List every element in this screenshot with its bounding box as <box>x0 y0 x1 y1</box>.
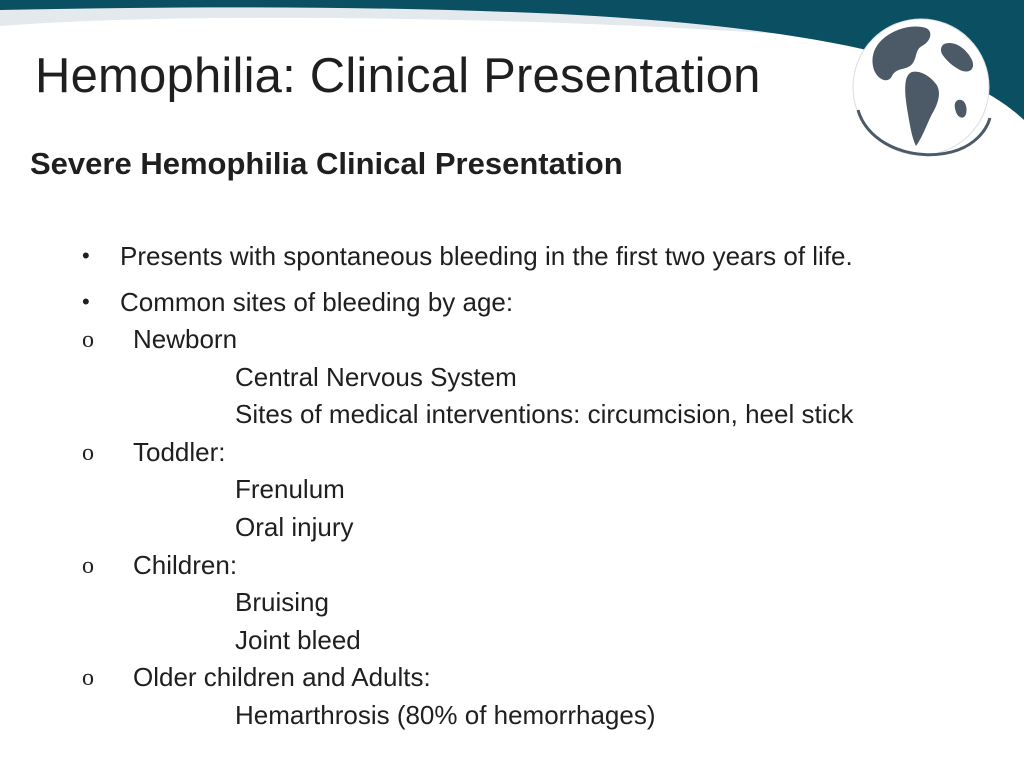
bullet-text: Presents with spontaneous bleeding in the first two years of life. <box>120 241 853 271</box>
age-group-label: Newborn <box>133 324 238 354</box>
globe-icon <box>848 14 994 160</box>
bleeding-site: Hemarthrosis (80% of hemorrhages) <box>235 700 656 730</box>
page-title: Hemophilia: Clinical Presentation <box>35 49 761 103</box>
bullet-marker: • <box>82 289 90 314</box>
bleeding-site: Central Nervous System <box>235 362 517 392</box>
age-group-label: Toddler: <box>133 437 226 467</box>
sub-bullet-marker: o <box>82 665 94 691</box>
age-group-label: Older children and Adults: <box>133 662 431 692</box>
bleeding-site: Bruising <box>235 587 329 617</box>
bleeding-site: Oral injury <box>235 512 354 542</box>
bleeding-site: Frenulum <box>235 474 345 504</box>
sub-bullet-marker: o <box>82 327 94 353</box>
bleeding-site: Joint bleed <box>235 625 361 655</box>
sub-bullet-marker: o <box>82 553 94 579</box>
bleeding-site: Sites of medical interventions: circumcision, heel stick <box>235 399 854 429</box>
age-group-label: Children: <box>133 550 238 580</box>
bullet-text: Common sites of bleeding by age: <box>120 287 514 317</box>
bullet-marker: • <box>82 243 90 268</box>
slide-subtitle: Severe Hemophilia Clinical Presentation <box>30 146 623 181</box>
sub-bullet-marker: o <box>82 440 94 466</box>
